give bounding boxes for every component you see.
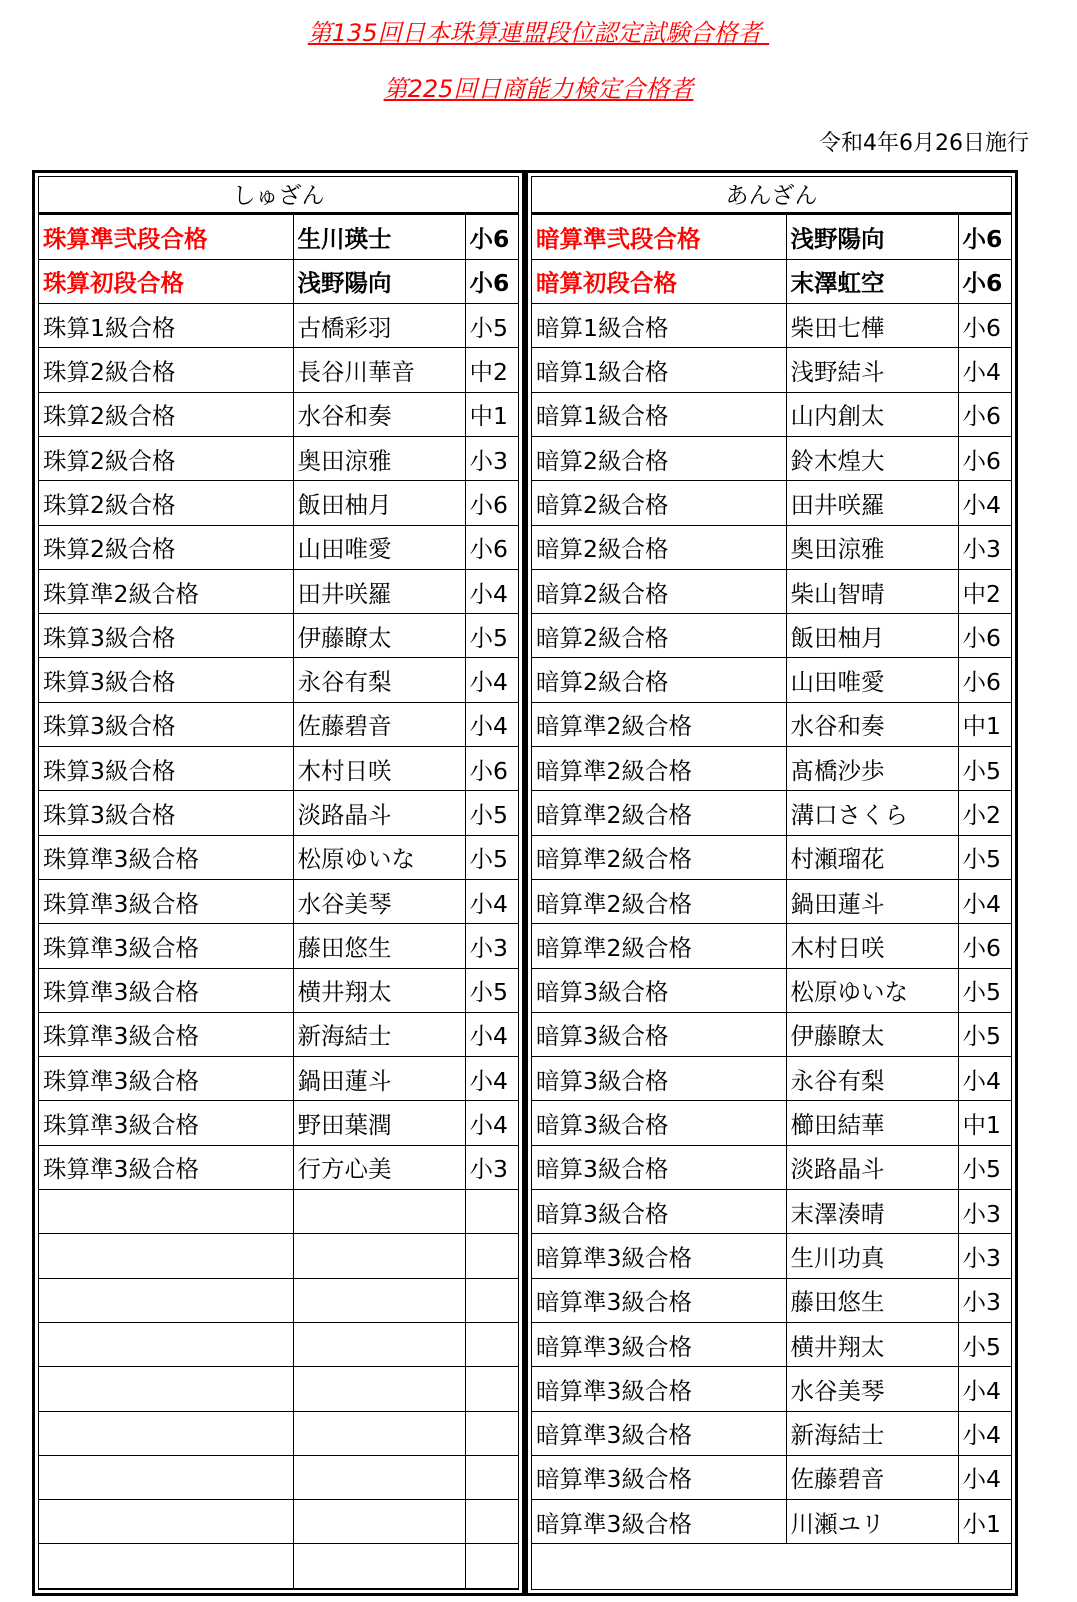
table-row [532, 1145, 1011, 1189]
name-cell: 浅野陽向 [786, 215, 958, 259]
name-cell: 藤田悠生 [786, 1278, 958, 1322]
school-cell: 小4 [465, 658, 518, 702]
table-row [39, 1500, 518, 1544]
name-cell: 松原ゆいな [786, 968, 958, 1012]
soroban-panel [32, 170, 525, 1596]
grade-cell: 珠算3級合格 [39, 747, 293, 791]
school-cell: 小4 [958, 1367, 1011, 1411]
name-cell: 新海結士 [293, 1012, 465, 1056]
name-cell: 鍋田蓮斗 [293, 1057, 465, 1101]
grade-cell: 暗算3級合格 [532, 1190, 786, 1234]
name-cell: 松原ゆいな [293, 835, 465, 879]
grade-cell: 珠算準3級合格 [39, 1145, 293, 1189]
school-cell: 小6 [958, 304, 1011, 348]
school-cell: 中1 [958, 702, 1011, 746]
grade-cell: 珠算1級合格 [39, 304, 293, 348]
school-cell: 小6 [465, 259, 518, 303]
grade-cell: 珠算準3級合格 [39, 968, 293, 1012]
school-cell: 小4 [958, 879, 1011, 923]
school-cell: 小5 [465, 835, 518, 879]
table-row [39, 1455, 518, 1499]
school-cell: 小3 [958, 1278, 1011, 1322]
school-cell [465, 1500, 518, 1544]
grade-cell [39, 1411, 293, 1455]
grade-cell [39, 1322, 293, 1366]
name-cell: 鈴木煌大 [786, 436, 958, 480]
grade-cell: 暗算準2級合格 [532, 924, 786, 968]
anzan-panel [525, 170, 1018, 1596]
grade-cell: 珠算3級合格 [39, 791, 293, 835]
name-cell [293, 1411, 465, 1455]
table-row [532, 791, 1011, 835]
name-cell: 永谷有梨 [293, 658, 465, 702]
table-row [532, 525, 1011, 569]
table-row [39, 1145, 518, 1189]
table-row [39, 1190, 518, 1234]
table-row [39, 658, 518, 702]
school-cell: 小5 [958, 835, 1011, 879]
name-cell: 野田葉潤 [293, 1101, 465, 1145]
school-cell [465, 1322, 518, 1366]
name-cell: 水谷美琴 [293, 879, 465, 923]
school-cell: 小6 [958, 259, 1011, 303]
table-row [39, 348, 518, 392]
school-cell: 小6 [465, 747, 518, 791]
name-cell: 新海結士 [786, 1411, 958, 1455]
grade-cell: 暗算初段合格 [532, 259, 786, 303]
grade-cell: 暗算3級合格 [532, 1145, 786, 1189]
table-row [532, 1057, 1011, 1101]
school-cell: 小3 [465, 436, 518, 480]
name-cell: 田井咲羅 [786, 481, 958, 525]
table-row [39, 259, 518, 303]
school-cell [465, 1190, 518, 1234]
grade-cell: 暗算3級合格 [532, 1057, 786, 1101]
grade-cell: 珠算準3級合格 [39, 879, 293, 923]
school-cell: 小6 [958, 436, 1011, 480]
school-cell: 小3 [465, 924, 518, 968]
grade-cell: 暗算準3級合格 [532, 1500, 786, 1544]
school-cell: 小4 [465, 569, 518, 613]
table-row [39, 791, 518, 835]
school-cell: 小5 [958, 1145, 1011, 1189]
school-cell: 小6 [958, 924, 1011, 968]
table-row [39, 392, 518, 436]
school-cell: 小6 [958, 658, 1011, 702]
anzan-table [532, 215, 1011, 1544]
table-row [532, 835, 1011, 879]
table-row [532, 1101, 1011, 1145]
name-cell: 田井咲羅 [293, 569, 465, 613]
table-row [532, 569, 1011, 613]
school-cell: 小5 [958, 1322, 1011, 1366]
table-row [39, 1012, 518, 1056]
school-cell: 小3 [465, 1145, 518, 1189]
name-cell: 水谷美琴 [786, 1367, 958, 1411]
school-cell: 小4 [958, 1057, 1011, 1101]
school-cell: 中1 [958, 1101, 1011, 1145]
name-cell: 末澤虹空 [786, 259, 958, 303]
grade-cell: 暗算準弐段合格 [532, 215, 786, 259]
table-row [532, 392, 1011, 436]
grade-cell: 暗算1級合格 [532, 392, 786, 436]
grade-cell: 珠算初段合格 [39, 259, 293, 303]
title-abacus-dan-exam: 第135回日本珠算連盟段位認定試験合格者 [307, 19, 770, 47]
name-cell [293, 1278, 465, 1322]
table-row [39, 1234, 518, 1278]
school-cell: 小6 [465, 215, 518, 259]
name-cell: 山内創太 [786, 392, 958, 436]
table-row [532, 1278, 1011, 1322]
table-row [39, 1411, 518, 1455]
grade-cell: 暗算2級合格 [532, 658, 786, 702]
school-cell: 小6 [958, 614, 1011, 658]
school-cell: 小6 [958, 392, 1011, 436]
table-row [39, 215, 518, 259]
name-cell [293, 1455, 465, 1499]
table-row [532, 658, 1011, 702]
exam-date: 令和4年6月26日施行 [819, 131, 1029, 156]
name-cell: 村瀬瑠花 [786, 835, 958, 879]
grade-cell: 珠算3級合格 [39, 614, 293, 658]
table-row [39, 702, 518, 746]
table-row [39, 1057, 518, 1101]
grade-cell: 暗算2級合格 [532, 481, 786, 525]
grade-cell: 暗算1級合格 [532, 304, 786, 348]
name-cell: 柴田七樺 [786, 304, 958, 348]
grade-cell: 暗算1級合格 [532, 348, 786, 392]
table-row [39, 1544, 518, 1588]
name-cell: 末澤湊晴 [786, 1190, 958, 1234]
grade-cell: 珠算2級合格 [39, 481, 293, 525]
table-row [39, 481, 518, 525]
name-cell: 横井翔太 [786, 1322, 958, 1366]
school-cell: 小4 [465, 1012, 518, 1056]
table-row [532, 1411, 1011, 1455]
anzan-header: あんざん [532, 177, 1011, 215]
school-cell [465, 1234, 518, 1278]
school-cell: 小4 [958, 348, 1011, 392]
school-cell: 中2 [958, 569, 1011, 613]
school-cell: 小5 [958, 1012, 1011, 1056]
grade-cell: 暗算準3級合格 [532, 1411, 786, 1455]
grade-cell: 暗算2級合格 [532, 525, 786, 569]
name-cell: 木村日咲 [293, 747, 465, 791]
grade-cell: 暗算2級合格 [532, 569, 786, 613]
school-cell: 小1 [958, 1500, 1011, 1544]
grade-cell: 珠算準3級合格 [39, 924, 293, 968]
name-cell: 淡路晶斗 [786, 1145, 958, 1189]
school-cell: 小5 [958, 968, 1011, 1012]
school-cell: 小3 [958, 525, 1011, 569]
name-cell: 水谷和奏 [293, 392, 465, 436]
name-cell: 奥田涼雅 [786, 525, 958, 569]
school-cell: 小4 [958, 1411, 1011, 1455]
grade-cell: 珠算2級合格 [39, 525, 293, 569]
name-cell: 横井翔太 [293, 968, 465, 1012]
school-cell: 中2 [465, 348, 518, 392]
table-row [532, 304, 1011, 348]
grade-cell: 暗算2級合格 [532, 436, 786, 480]
name-cell: 佐藤碧音 [293, 702, 465, 746]
school-cell: 小5 [958, 747, 1011, 791]
table-row [532, 1500, 1011, 1544]
school-cell: 小5 [465, 968, 518, 1012]
soroban-header: しゅざん [39, 177, 518, 215]
table-row [532, 879, 1011, 923]
table-row [532, 1455, 1011, 1499]
name-cell: 櫛田結華 [786, 1101, 958, 1145]
school-cell [465, 1367, 518, 1411]
school-cell: 小4 [465, 702, 518, 746]
school-cell: 小3 [958, 1190, 1011, 1234]
table-row [532, 1190, 1011, 1234]
table-row [532, 702, 1011, 746]
name-cell: 奥田涼雅 [293, 436, 465, 480]
table-row [532, 924, 1011, 968]
name-cell: 浅野陽向 [293, 259, 465, 303]
name-cell: 生川功真 [786, 1234, 958, 1278]
grade-cell: 珠算準3級合格 [39, 1012, 293, 1056]
school-cell: 小4 [465, 1057, 518, 1101]
name-cell: 木村日咲 [786, 924, 958, 968]
grade-cell: 珠算2級合格 [39, 348, 293, 392]
grade-cell [39, 1190, 293, 1234]
grade-cell [39, 1500, 293, 1544]
grade-cell [39, 1278, 293, 1322]
grade-cell: 暗算3級合格 [532, 1101, 786, 1145]
grade-cell: 珠算3級合格 [39, 702, 293, 746]
name-cell: 佐藤碧音 [786, 1455, 958, 1499]
school-cell: 小2 [958, 791, 1011, 835]
school-cell [465, 1455, 518, 1499]
name-cell: 山田唯愛 [293, 525, 465, 569]
table-row [39, 436, 518, 480]
grade-cell: 珠算準2級合格 [39, 569, 293, 613]
table-row [39, 924, 518, 968]
grade-cell: 暗算準2級合格 [532, 879, 786, 923]
grade-cell: 暗算準3級合格 [532, 1455, 786, 1499]
grade-cell: 暗算準2級合格 [532, 835, 786, 879]
school-cell: 小4 [465, 879, 518, 923]
grade-cell [39, 1234, 293, 1278]
name-cell: 山田唯愛 [786, 658, 958, 702]
school-cell: 小4 [465, 1101, 518, 1145]
table-row [39, 1278, 518, 1322]
grade-cell: 珠算3級合格 [39, 658, 293, 702]
name-cell [293, 1190, 465, 1234]
table-row [39, 1367, 518, 1411]
school-cell [465, 1544, 518, 1588]
school-cell: 小5 [465, 304, 518, 348]
grade-cell: 珠算準3級合格 [39, 835, 293, 879]
name-cell: 伊藤瞭太 [293, 614, 465, 658]
table-row [39, 747, 518, 791]
school-cell: 小6 [465, 525, 518, 569]
table-row [39, 1322, 518, 1366]
table-row [39, 968, 518, 1012]
name-cell: 髙橋沙歩 [786, 747, 958, 791]
table-row [532, 1322, 1011, 1366]
name-cell: 鍋田蓮斗 [786, 879, 958, 923]
grade-cell: 暗算3級合格 [532, 1012, 786, 1056]
table-row [532, 747, 1011, 791]
grade-cell: 暗算準2級合格 [532, 747, 786, 791]
name-cell: 川瀬ユリ [786, 1500, 958, 1544]
table-row [39, 569, 518, 613]
table-row [532, 215, 1011, 259]
table-row [39, 879, 518, 923]
name-cell [293, 1544, 465, 1588]
school-cell: 小6 [465, 481, 518, 525]
name-cell: 浅野結斗 [786, 348, 958, 392]
name-cell: 永谷有梨 [786, 1057, 958, 1101]
grade-cell: 暗算準3級合格 [532, 1278, 786, 1322]
name-cell: 長谷川華音 [293, 348, 465, 392]
table-row [39, 1101, 518, 1145]
name-cell [293, 1500, 465, 1544]
table-row [532, 481, 1011, 525]
table-row [39, 835, 518, 879]
table-row [532, 1012, 1011, 1056]
school-cell: 小4 [958, 1455, 1011, 1499]
school-cell: 小5 [465, 614, 518, 658]
name-cell: 水谷和奏 [786, 702, 958, 746]
name-cell: 淡路晶斗 [293, 791, 465, 835]
grade-cell: 暗算3級合格 [532, 968, 786, 1012]
name-cell: 藤田悠生 [293, 924, 465, 968]
grade-cell: 珠算準3級合格 [39, 1057, 293, 1101]
grade-cell [39, 1544, 293, 1588]
name-cell: 伊藤瞭太 [786, 1012, 958, 1056]
table-row [532, 614, 1011, 658]
school-cell [465, 1411, 518, 1455]
table-row [39, 525, 518, 569]
name-cell [293, 1367, 465, 1411]
grade-cell: 珠算準弐段合格 [39, 215, 293, 259]
name-cell: 生川瑛士 [293, 215, 465, 259]
grade-cell: 珠算2級合格 [39, 392, 293, 436]
name-cell: 柴山智晴 [786, 569, 958, 613]
grade-cell: 暗算準2級合格 [532, 791, 786, 835]
grade-cell: 暗算準3級合格 [532, 1322, 786, 1366]
grade-cell: 暗算2級合格 [532, 614, 786, 658]
table-row [532, 1234, 1011, 1278]
table-row [532, 1367, 1011, 1411]
table-row [532, 348, 1011, 392]
table-row [532, 968, 1011, 1012]
table-row [532, 259, 1011, 303]
school-cell [465, 1278, 518, 1322]
grade-cell [39, 1367, 293, 1411]
table-row [532, 436, 1011, 480]
grade-cell: 珠算準3級合格 [39, 1101, 293, 1145]
grade-cell: 暗算準3級合格 [532, 1367, 786, 1411]
school-cell: 小3 [958, 1234, 1011, 1278]
name-cell [293, 1322, 465, 1366]
grade-cell: 珠算2級合格 [39, 436, 293, 480]
grade-cell: 暗算準3級合格 [532, 1234, 786, 1278]
table-row [39, 304, 518, 348]
grade-cell [39, 1455, 293, 1499]
school-cell: 小5 [465, 791, 518, 835]
table-row [39, 614, 518, 658]
grade-cell: 暗算準2級合格 [532, 702, 786, 746]
name-cell: 溝口さくら [786, 791, 958, 835]
title-nissho-exam: 第225回日商能力検定合格者 [383, 75, 694, 103]
name-cell: 行方心美 [293, 1145, 465, 1189]
school-cell: 小6 [958, 215, 1011, 259]
name-cell [293, 1234, 465, 1278]
name-cell: 飯田柚月 [293, 481, 465, 525]
name-cell: 古橋彩羽 [293, 304, 465, 348]
soroban-table [39, 215, 518, 1589]
school-cell: 小4 [958, 481, 1011, 525]
school-cell: 中1 [465, 392, 518, 436]
name-cell: 飯田柚月 [786, 614, 958, 658]
